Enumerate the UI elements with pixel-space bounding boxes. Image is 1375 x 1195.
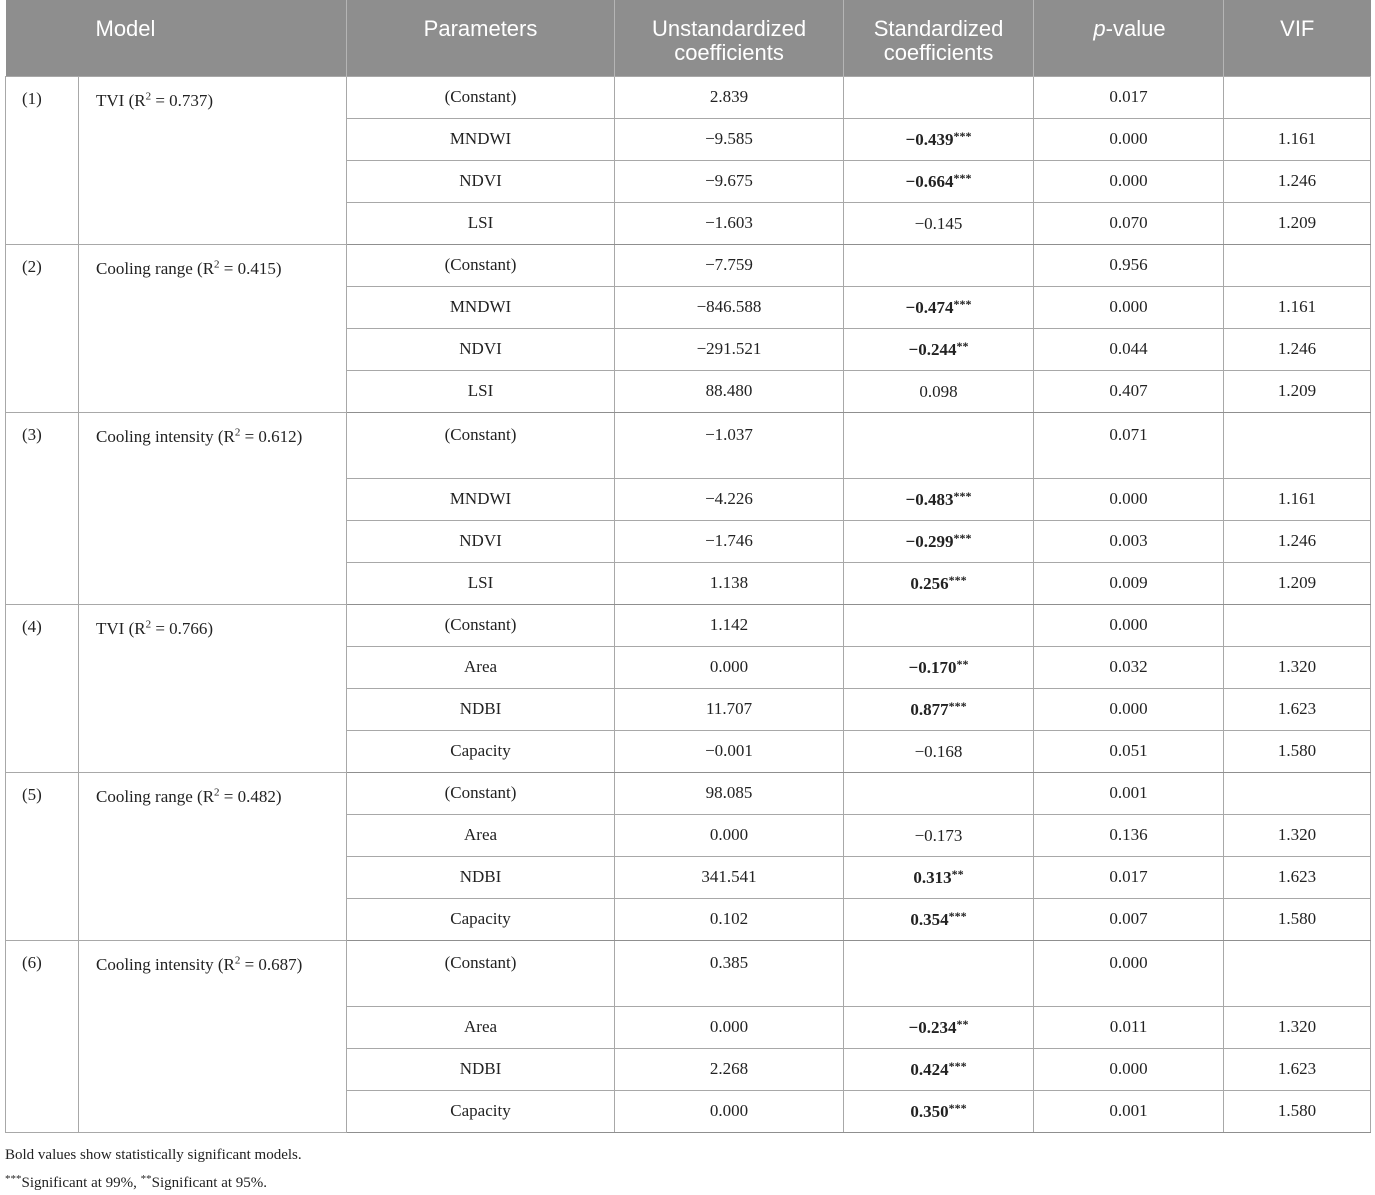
p-value-cell: 0.009: [1034, 562, 1224, 604]
significance-stars: ***: [948, 572, 967, 587]
unstandardized-coefficient-cell: −0.001: [615, 730, 844, 772]
model-label-text: TVI (R: [96, 618, 146, 638]
significance-stars: ***: [948, 1058, 967, 1073]
table-row: [6, 940, 1371, 1006]
model-label-text: Cooling range (R: [96, 786, 215, 806]
coefficient-value: −0.474: [905, 297, 954, 317]
significance-stars: **: [956, 1016, 969, 1031]
standardized-coefficient-cell: [844, 202, 1034, 244]
model-number: (1): [6, 76, 79, 244]
standardized-coefficient-cell: [844, 604, 1034, 646]
coefficient-value: 0.350: [910, 1101, 949, 1121]
unstandardized-coefficient-cell: −1.603: [615, 202, 844, 244]
vif-cell: 1.320: [1224, 1006, 1371, 1048]
coefficient-value: 0.313: [913, 867, 952, 887]
p-value-cell: 0.001: [1034, 772, 1224, 814]
standardized-coefficient-cell: [844, 412, 1034, 478]
coefficient-value: −0.664: [905, 171, 954, 191]
table-footnotes: [5, 1143, 302, 1195]
regression-results-table: [5, 0, 1371, 1133]
model-label: [79, 604, 347, 772]
unstandardized-coefficient-cell: −9.585: [615, 118, 844, 160]
parameter-cell: Capacity: [347, 1090, 615, 1132]
p-value-cell: 0.000: [1034, 118, 1224, 160]
significance-stars: ***: [953, 488, 972, 503]
coefficient-value: −0.483: [905, 489, 954, 509]
standardized-coefficient-cell: [844, 286, 1034, 328]
unstandardized-coefficient-cell: 88.480: [615, 370, 844, 412]
parameter-cell: NDBI: [347, 856, 615, 898]
significance-stars: ***: [948, 1100, 967, 1115]
unstandardized-coefficient-cell: 0.000: [615, 1006, 844, 1048]
unstandardized-coefficient-cell: 0.102: [615, 898, 844, 940]
p-value-cell: 0.017: [1034, 856, 1224, 898]
unstandardized-coefficient-cell: −846.588: [615, 286, 844, 328]
significance-stars: **: [956, 338, 969, 353]
standardized-coefficient-cell: [844, 1048, 1034, 1090]
model-r-squared-value: = 0.482): [219, 786, 282, 806]
r-squared-superscript: 2: [145, 89, 152, 102]
r-squared-superscript: 2: [145, 617, 152, 630]
model-label: [79, 244, 347, 412]
footnote-bold-values: Bold values show statistically significant models.: [5, 1147, 302, 1163]
significance-stars: ***: [953, 170, 972, 185]
standardized-coefficient-cell: [844, 898, 1034, 940]
p-value-cell: 0.003: [1034, 520, 1224, 562]
significance-stars: **: [956, 656, 969, 671]
parameter-cell: MNDWI: [347, 478, 615, 520]
vif-cell: 1.623: [1224, 688, 1371, 730]
significance-stars: ***: [948, 908, 967, 923]
p-value-cell: 0.407: [1034, 370, 1224, 412]
vif-cell: 1.209: [1224, 562, 1371, 604]
parameter-cell: LSI: [347, 202, 615, 244]
r-squared-superscript: 2: [234, 953, 241, 966]
vif-cell: 1.623: [1224, 856, 1371, 898]
p-value-cell: 0.000: [1034, 286, 1224, 328]
model-number: (4): [6, 604, 79, 772]
standardized-coefficient-cell: [844, 646, 1034, 688]
model-number: (3): [6, 412, 79, 604]
table-row: [6, 772, 1371, 814]
unstandardized-coefficient-cell: 1.142: [615, 604, 844, 646]
header-standardized-coefficients: Standardized coefficients: [844, 0, 1034, 76]
unstandardized-coefficient-cell: −9.675: [615, 160, 844, 202]
p-value-cell: 0.032: [1034, 646, 1224, 688]
standardized-coefficient-cell: [844, 370, 1034, 412]
coefficient-value: −0.173: [914, 825, 963, 845]
parameter-cell: NDVI: [347, 160, 615, 202]
parameter-cell: Capacity: [347, 730, 615, 772]
vif-cell: 1.623: [1224, 1048, 1371, 1090]
standardized-coefficient-cell: [844, 328, 1034, 370]
standardized-coefficient-cell: [844, 814, 1034, 856]
parameter-cell: (Constant): [347, 76, 615, 118]
table-row: [6, 244, 1371, 286]
standardized-coefficient-cell: [844, 688, 1034, 730]
vif-cell: 1.580: [1224, 730, 1371, 772]
parameter-cell: (Constant): [347, 412, 615, 478]
model-label: [79, 772, 347, 940]
model-r-squared-value: = 0.766): [151, 618, 214, 638]
vif-cell: 1.580: [1224, 1090, 1371, 1132]
model-r-squared-value: = 0.687): [240, 954, 303, 974]
vif-cell: [1224, 772, 1371, 814]
p-value-cell: 0.000: [1034, 1048, 1224, 1090]
vif-cell: [1224, 412, 1371, 478]
standardized-coefficient-cell: [844, 772, 1034, 814]
unstandardized-coefficient-cell: 0.000: [615, 646, 844, 688]
parameter-cell: MNDWI: [347, 118, 615, 160]
unstandardized-coefficient-cell: 2.839: [615, 76, 844, 118]
regression-table-container: [5, 0, 1370, 1133]
p-value-cell: 0.000: [1034, 688, 1224, 730]
parameter-cell: LSI: [347, 562, 615, 604]
vif-cell: 1.320: [1224, 646, 1371, 688]
vif-cell: 1.580: [1224, 898, 1371, 940]
p-value-cell: 0.071: [1034, 412, 1224, 478]
coefficient-value: −0.170: [908, 657, 957, 677]
p-value-cell: 0.000: [1034, 604, 1224, 646]
parameter-cell: NDBI: [347, 1048, 615, 1090]
significance-stars: ***: [953, 530, 972, 545]
model-label-text: Cooling intensity (R: [96, 426, 235, 446]
vif-cell: 1.161: [1224, 286, 1371, 328]
parameter-cell: MNDWI: [347, 286, 615, 328]
parameter-cell: NDVI: [347, 520, 615, 562]
unstandardized-coefficient-cell: −291.521: [615, 328, 844, 370]
parameter-cell: (Constant): [347, 772, 615, 814]
p-value-cell: 0.001: [1034, 1090, 1224, 1132]
header-unstandardized-coefficients: Unstandardized coefficients: [615, 0, 844, 76]
unstandardized-coefficient-cell: 341.541: [615, 856, 844, 898]
vif-cell: 1.246: [1224, 160, 1371, 202]
unstandardized-coefficient-cell: 0.000: [615, 814, 844, 856]
p-value-cell: 0.011: [1034, 1006, 1224, 1048]
unstandardized-coefficient-cell: 2.268: [615, 1048, 844, 1090]
model-label: [79, 940, 347, 1132]
unstandardized-coefficient-cell: 0.385: [615, 940, 844, 1006]
standardized-coefficient-cell: [844, 940, 1034, 1006]
header-vif: VIF: [1224, 0, 1371, 76]
unstandardized-coefficient-cell: 98.085: [615, 772, 844, 814]
p-value-cell: 0.070: [1034, 202, 1224, 244]
unstandardized-coefficient-cell: 11.707: [615, 688, 844, 730]
r-squared-superscript: 2: [234, 425, 241, 438]
parameter-cell: NDBI: [347, 688, 615, 730]
coefficient-value: −0.299: [905, 531, 954, 551]
coefficient-value: 0.424: [910, 1059, 949, 1079]
header-parameters: Parameters: [347, 0, 615, 76]
vif-cell: 1.246: [1224, 328, 1371, 370]
unstandardized-coefficient-cell: 1.138: [615, 562, 844, 604]
table-row: [6, 604, 1371, 646]
footnote-significance: ***Significant at 99%, **Significant at 95%.: [5, 1173, 268, 1191]
standardized-coefficient-cell: [844, 1006, 1034, 1048]
p-value-cell: 0.000: [1034, 160, 1224, 202]
unstandardized-coefficient-cell: 0.000: [615, 1090, 844, 1132]
significance-stars: ***: [948, 698, 967, 713]
standardized-coefficient-cell: [844, 562, 1034, 604]
vif-cell: 1.161: [1224, 478, 1371, 520]
coefficient-value: 0.098: [919, 381, 958, 401]
standardized-coefficient-cell: [844, 118, 1034, 160]
p-value-cell: 0.044: [1034, 328, 1224, 370]
standardized-coefficient-cell: [844, 1090, 1034, 1132]
model-label: [79, 412, 347, 604]
vif-cell: [1224, 604, 1371, 646]
model-number: (6): [6, 940, 79, 1132]
vif-cell: 1.246: [1224, 520, 1371, 562]
unstandardized-coefficient-cell: −1.746: [615, 520, 844, 562]
model-label: [79, 76, 347, 244]
model-r-squared-value: = 0.612): [240, 426, 303, 446]
unstandardized-coefficient-cell: −1.037: [615, 412, 844, 478]
standardized-coefficient-cell: [844, 478, 1034, 520]
standardized-coefficient-cell: [844, 76, 1034, 118]
parameter-cell: (Constant): [347, 244, 615, 286]
p-value-cell: 0.136: [1034, 814, 1224, 856]
standardized-coefficient-cell: [844, 856, 1034, 898]
unstandardized-coefficient-cell: −7.759: [615, 244, 844, 286]
parameter-cell: Area: [347, 814, 615, 856]
significance-stars: **: [951, 866, 964, 881]
p-value-cell: 0.017: [1034, 76, 1224, 118]
significance-stars: ***: [953, 128, 972, 143]
model-number: (2): [6, 244, 79, 412]
parameter-cell: Area: [347, 646, 615, 688]
coefficient-value: −0.145: [914, 213, 963, 233]
coefficient-value: −0.168: [914, 741, 963, 761]
table-row: [6, 76, 1371, 118]
parameter-cell: Capacity: [347, 898, 615, 940]
model-label-text: Cooling intensity (R: [96, 954, 235, 974]
vif-cell: [1224, 244, 1371, 286]
unstandardized-coefficient-cell: −4.226: [615, 478, 844, 520]
table-row: [6, 412, 1371, 478]
header-model: Model: [6, 0, 347, 76]
parameter-cell: LSI: [347, 370, 615, 412]
standardized-coefficient-cell: [844, 730, 1034, 772]
model-r-squared-value: = 0.415): [219, 258, 282, 278]
coefficient-value: −0.439: [905, 129, 954, 149]
p-value-cell: 0.956: [1034, 244, 1224, 286]
parameter-cell: (Constant): [347, 604, 615, 646]
vif-cell: 1.209: [1224, 202, 1371, 244]
coefficient-value: 0.354: [910, 909, 949, 929]
p-value-cell: 0.000: [1034, 940, 1224, 1006]
parameter-cell: (Constant): [347, 940, 615, 1006]
coefficient-value: −0.234: [908, 1017, 957, 1037]
standardized-coefficient-cell: [844, 160, 1034, 202]
vif-cell: [1224, 76, 1371, 118]
table-body: [6, 76, 1371, 1132]
table-header-row: [6, 0, 1371, 76]
coefficient-value: −0.244: [908, 339, 957, 359]
p-value-cell: 0.000: [1034, 478, 1224, 520]
vif-cell: 1.161: [1224, 118, 1371, 160]
r-squared-superscript: 2: [214, 257, 220, 270]
model-number: (5): [6, 772, 79, 940]
parameter-cell: NDVI: [347, 328, 615, 370]
coefficient-value: 0.256: [910, 573, 949, 593]
model-label-text: Cooling range (R: [96, 258, 215, 278]
header-p-value: p-value: [1034, 0, 1224, 76]
p-value-cell: 0.007: [1034, 898, 1224, 940]
vif-cell: 1.320: [1224, 814, 1371, 856]
r-squared-superscript: 2: [214, 785, 220, 798]
p-value-cell: 0.051: [1034, 730, 1224, 772]
parameter-cell: Area: [347, 1006, 615, 1048]
standardized-coefficient-cell: [844, 244, 1034, 286]
model-label-text: TVI (R: [96, 90, 146, 110]
significance-stars: ***: [953, 296, 972, 311]
vif-cell: [1224, 940, 1371, 1006]
vif-cell: 1.209: [1224, 370, 1371, 412]
standardized-coefficient-cell: [844, 520, 1034, 562]
coefficient-value: 0.877: [910, 699, 949, 719]
model-r-squared-value: = 0.737): [151, 90, 214, 110]
